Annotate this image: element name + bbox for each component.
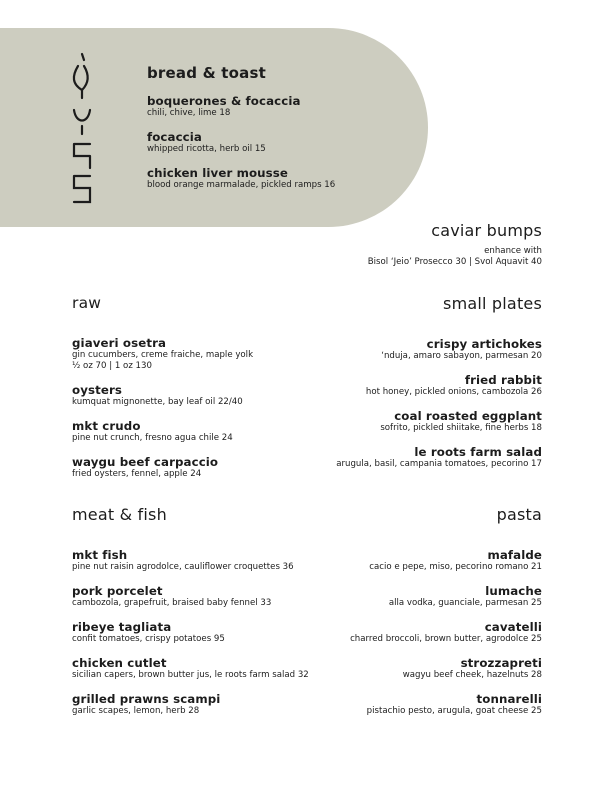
item-desc: pine nut crunch, fresno agua chile 24 — [72, 433, 233, 443]
item-name: boquerones & focaccia — [147, 94, 301, 108]
menu-item — [72, 336, 302, 372]
item-name: giaveri osetra — [72, 336, 167, 350]
menu-item — [147, 94, 417, 119]
item-name: strozzapreti — [460, 656, 542, 670]
caviar-section — [282, 221, 542, 268]
menu-item — [302, 409, 542, 434]
menu-item — [312, 656, 542, 681]
meat-fish-title: meat & fish — [72, 505, 167, 524]
menu-item — [312, 584, 542, 609]
item-name: pork porcelet — [72, 584, 163, 598]
item-name: focaccia — [147, 130, 202, 144]
menu-item — [147, 166, 417, 191]
item-name: oysters — [72, 383, 122, 397]
menu-item — [72, 692, 342, 717]
item-name: grilled prawns scampi — [72, 692, 221, 706]
item-name: crispy artichokes — [426, 337, 542, 351]
menu-item — [72, 455, 302, 480]
caviar-title: caviar bumps — [431, 221, 542, 240]
menu-item — [72, 419, 302, 444]
menu-item — [312, 692, 542, 717]
item-desc: charred broccoli, brown butter, agrodolce 25 — [350, 634, 542, 644]
item-desc: chili, chive, lime 18 — [147, 108, 231, 118]
item-desc: kumquat mignonette, bay leaf oil 22/40 — [72, 397, 243, 407]
pasta-title: pasta — [496, 505, 542, 524]
menu-item — [147, 130, 417, 155]
item-desc: sofrito, pickled shiitake, fine herbs 18 — [380, 423, 542, 433]
item-desc: garlic scapes, lemon, herb 28 — [72, 706, 200, 716]
item-name: le roots farm salad — [414, 445, 542, 459]
raw-section — [72, 294, 302, 491]
item-desc: pine nut raisin agrodolce, cauliflower croquettes 36 — [72, 562, 294, 572]
item-desc: confit tomatoes, crispy potatoes 95 — [72, 634, 225, 644]
item-desc: hot honey, pickled onions, cambozola 26 — [365, 387, 542, 397]
item-name: tonnarelli — [476, 692, 542, 706]
menu-item — [302, 445, 542, 470]
item-name: fried rabbit — [464, 373, 542, 387]
item-name: mkt fish — [72, 548, 128, 562]
item-desc: gin cucumbers, creme fraiche, maple yolk — [72, 350, 254, 360]
menu-item — [302, 373, 542, 398]
item-desc: wagyu beef cheek, hazelnuts 28 — [402, 670, 542, 680]
caviar-line2: Bisol ‘Jeio’ Prosecco 30 | Svol Aquavit 40 — [367, 257, 542, 267]
menu-item — [72, 656, 342, 681]
menu-item — [72, 584, 342, 609]
item-name: lumache — [485, 584, 542, 598]
item-name: chicken cutlet — [72, 656, 167, 670]
item-desc: sicilian capers, brown butter jus, le roots farm salad 32 — [72, 670, 309, 680]
menu-item — [302, 337, 542, 362]
menu-item — [72, 383, 302, 408]
meat-fish-section — [72, 505, 342, 728]
item-name: mafalde — [487, 548, 542, 562]
item-desc: pistachio pesto, arugula, goat cheese 25 — [366, 706, 542, 716]
item-desc-2: ½ oz 70 | 1 oz 130 — [72, 361, 152, 371]
item-name: mkt crudo — [72, 419, 141, 433]
item-desc: arugula, basil, campania tomatoes, pecorino 17 — [336, 459, 542, 469]
small-plates-section — [302, 294, 542, 481]
raw-title: raw — [72, 294, 102, 312]
item-name: coal roasted eggplant — [394, 409, 542, 423]
item-desc: whipped ricotta, herb oil 15 — [147, 144, 266, 154]
pasta-section — [312, 505, 542, 728]
restaurant-logo-icon — [70, 52, 94, 206]
item-desc: fried oysters, fennel, apple 24 — [72, 469, 202, 479]
item-desc: cacio e pepe, miso, pecorino romano 21 — [369, 562, 542, 572]
item-desc: cambozola, grapefruit, braised baby fennel 33 — [72, 598, 272, 608]
item-name: ribeye tagliata — [72, 620, 172, 634]
caviar-line1: enhance with — [484, 246, 542, 256]
item-desc: alla vodka, guanciale, parmesan 25 — [388, 598, 542, 608]
item-name: cavatelli — [484, 620, 542, 634]
menu-item — [312, 548, 542, 573]
bread-section — [147, 64, 417, 202]
item-name: waygu beef carpaccio — [72, 455, 219, 469]
menu-item — [72, 548, 342, 573]
small-plates-title: small plates — [443, 294, 542, 313]
item-name: chicken liver mousse — [147, 166, 289, 180]
menu-item — [312, 620, 542, 645]
bread-title: bread & toast — [147, 64, 266, 82]
item-desc: ‘nduja, amaro sabayon, parmesan 20 — [381, 351, 542, 361]
menu-item — [72, 620, 342, 645]
item-desc: blood orange marmalade, pickled ramps 16 — [147, 180, 336, 190]
